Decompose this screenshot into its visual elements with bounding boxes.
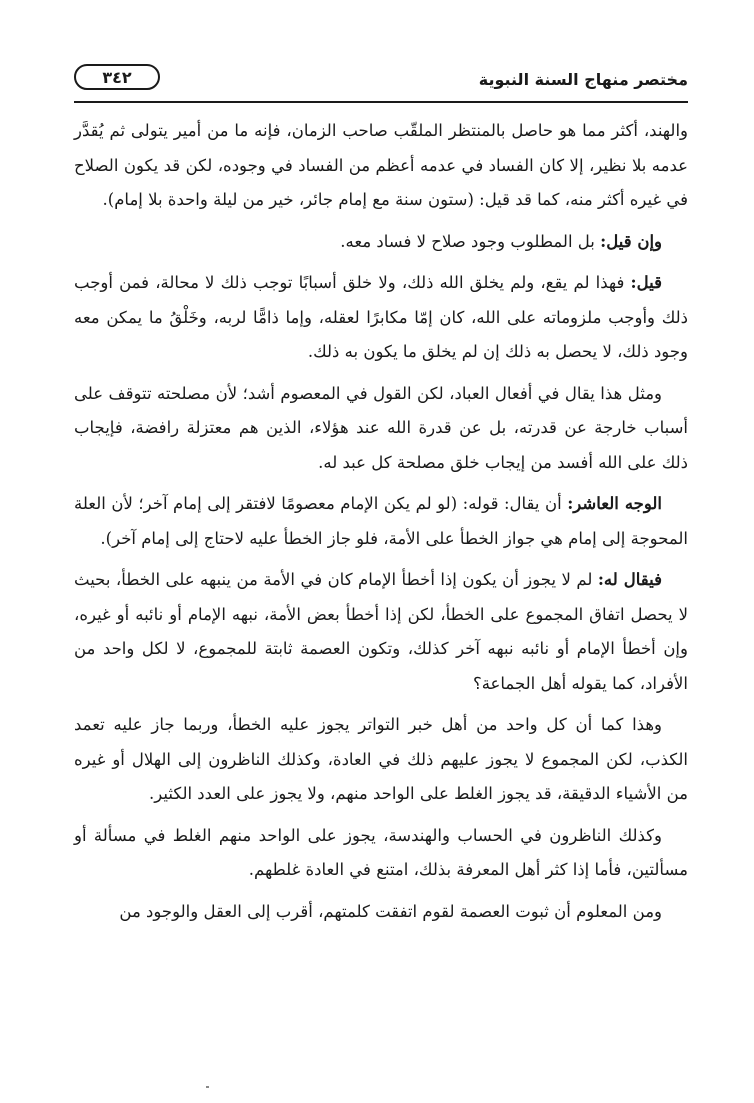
paragraph-2 (74, 225, 688, 260)
paragraph-text: لم لا يجوز أن يكون إذا أخطأ الإمام كان في الأمة من ينبهه على الخطأ، بحيث لا يحصل اتفاق المجموع على الخطأ، لكن إذا أخطأ بعض الأمة، نبهه الإمام أو نائبه أو غيره، وإن أخطأ الإمام أو نائبه نبهه آخر كذلك، وتكون العصمة ثابتة للمجموع، لا لكل واحد من الأفراد، كما يقوله أهل الجماعة؟ (74, 570, 688, 693)
paragraph-7 (74, 708, 688, 812)
paragraph-text: ومثل هذا يقال في أفعال العباد، لكن القول في المعصوم أشد؛ لأن مصلحته تتوقف على أسباب خارجة عن قدرته، بل عن قدرة الله عند هؤلاء، الذين هم معتزلة رافضة، فإيجاب ذلك على الله أفسد من إيجاب خلق مصلحة كل عبد له. (74, 383, 688, 472)
book-title: مختصر منهاج السنة النبوية (478, 70, 688, 89)
paragraph-lead: وإن قيل: (600, 231, 662, 251)
paragraph-text: وهذا كما أن كل واحد من أهل خبر التواتر يجوز عليه الخطأ، وربما جاز عليه تعمد الكذب، لكن المجموع لا يجوز عليهم ذلك في العادة، وكذلك الناظرون إلى الهلال أو غيره من الأشياء الدقيقة، قد يجوز الغلط على الواحد منهم، ولا يجوز على العدد الكثير. (74, 715, 688, 803)
paragraph-text: ومن المعلوم أن ثبوت العصمة لقوم اتفقت كلمتهم، أقرب إلى العقل والوجود من (119, 901, 662, 921)
paragraph-text: وكذلك الناظرون في الحساب والهندسة، يجوز على الواحد منهم الغلط في مسألة أو مسألتين، فأما إذا كثر أهل المعرفة بذلك، امتنع في العادة غلطهم. (74, 825, 688, 879)
paragraph-lead: فيقال له: (597, 570, 662, 589)
paragraph-text: أن يقال: قوله: (لو لم يكن الإمام معصومًا لافتقر إلى إمام آخر؛ لأن العلة المحوجة إلى إمام هي جواز الخطأ على الأمة، فلو جاز الخطأ عليه لاحتاج إلى إمام آخر). (74, 494, 688, 548)
paragraph-lead: الوجه العاشر: (567, 494, 663, 513)
scan-speck (206, 1086, 209, 1088)
page-number-badge: ٣٤٢ (74, 64, 160, 90)
paragraph-5 (74, 487, 688, 556)
paragraph-3 (74, 266, 688, 370)
paragraph-8 (74, 819, 688, 888)
paragraph-4 (74, 377, 688, 481)
paragraph-lead: قيل: (630, 273, 662, 292)
paragraph-9 (74, 895, 688, 930)
paragraph-6 (74, 563, 688, 701)
paragraph-text: فهذا لم يقع، ولم يخلق الله ذلك، ولا خلق أسبابًا توجب ذلك لا محالة، فمن أوجب ذلك وأوجب ملزوماته على الله، كان إمّا مكابرًا لعقله، وإما ذامًّا لربه، وخَلْقُ ما يمكن معه وجود ذلك، لا يحصل به ذلك إن لم يخلق ما يكون به ذلك. (74, 273, 688, 361)
paragraph-1 (74, 114, 688, 218)
header-rule (74, 101, 688, 103)
paragraph-text: والهند، أكثر مما هو حاصل بالمنتظر الملقّب صاحب الزمان، فإنه ما من أمير يتولى ثم يُقدَّر عدمه بلا نظير، إلا كان الفساد في عدمه أعظم من الفساد في وجوده، لكن قد يكون الصلاح في غيره أكثر منه، كما قد قيل: (ستون سنة مع إمام جائر، خير من ليلة واحدة بلا إمام). (74, 121, 688, 209)
paragraph-text: بل المطلوب وجود صلاح لا فساد معه. (340, 231, 601, 251)
page-body (74, 114, 688, 936)
running-header (74, 62, 688, 102)
